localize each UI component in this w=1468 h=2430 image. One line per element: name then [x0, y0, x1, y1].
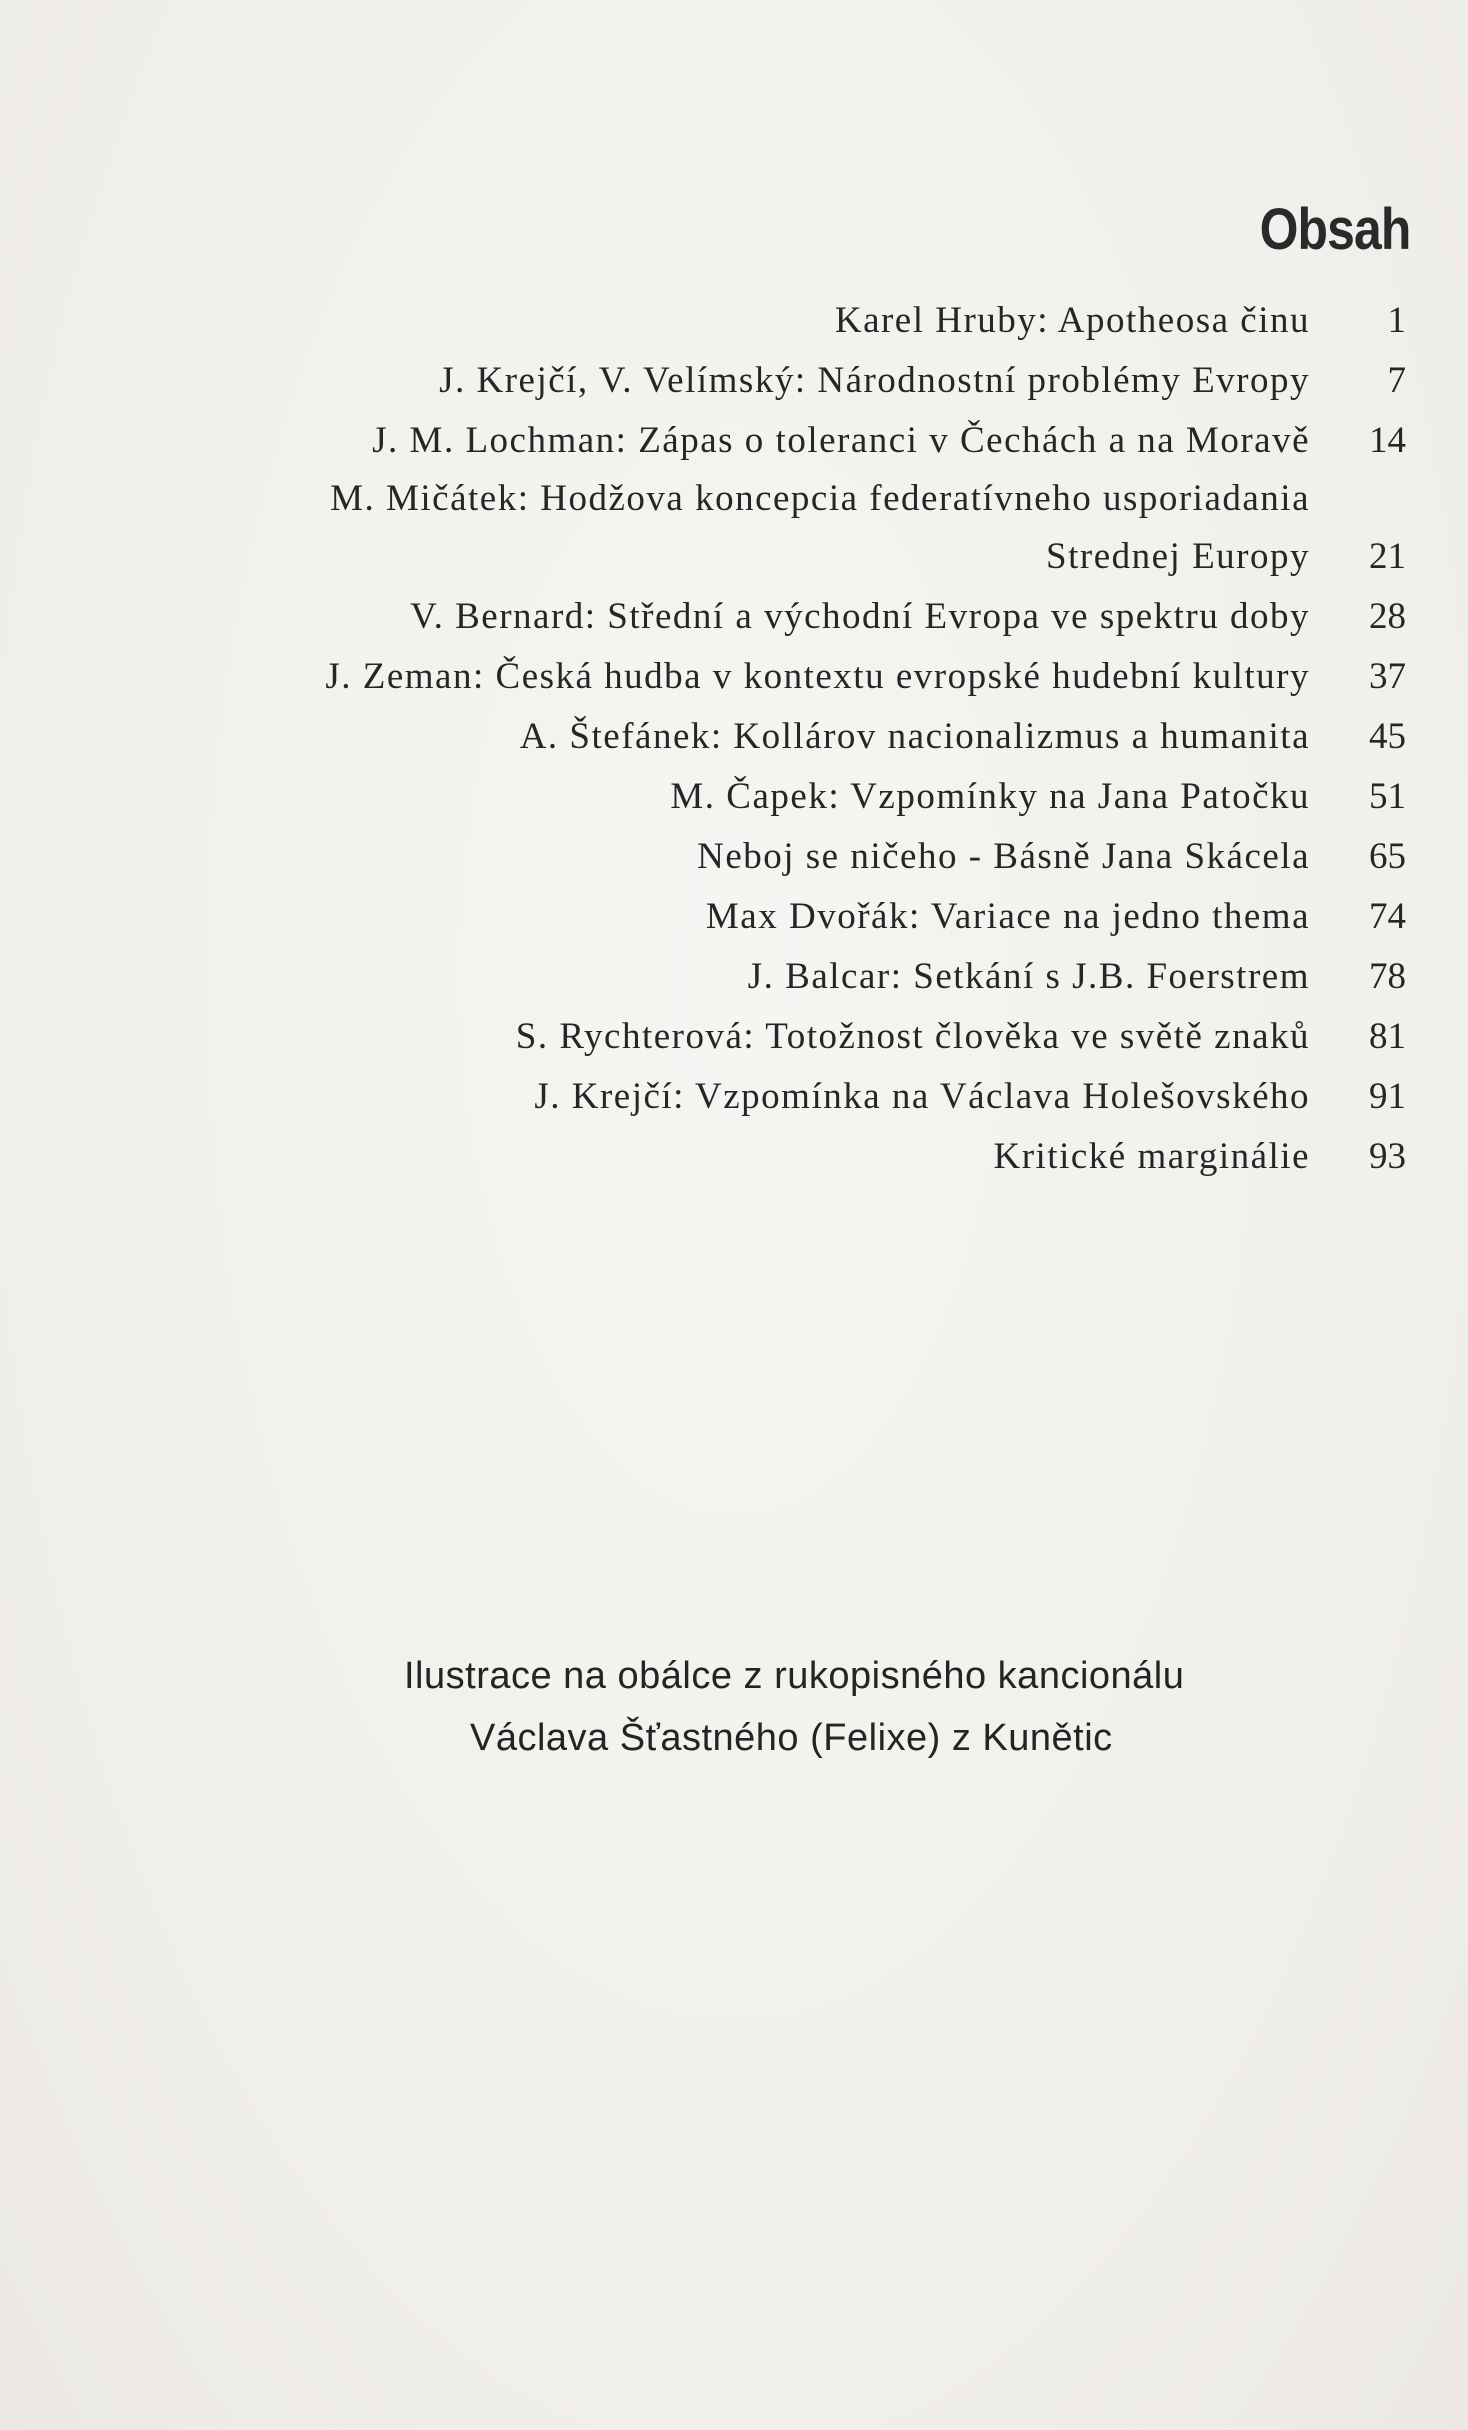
toc-entry-page: 45 [1369, 716, 1406, 757]
toc-entry [0, 350, 1468, 410]
note-line: Ilustrace na obálce z rukopisného kancionálu [404, 1655, 1185, 1697]
toc-entry-title: Karel Hruby: Apotheosa činu [834, 300, 1310, 341]
toc-entry-page: 65 [1369, 836, 1406, 877]
toc-entry [0, 478, 1468, 586]
toc-entry [0, 1066, 1468, 1126]
toc-entry-title: Max Dvořák: Variace na jedno thema [705, 896, 1310, 937]
note-line: Václava Šťastného (Felixe) z Kunětic [470, 1717, 1113, 1759]
toc-entry-title: J. Krejčí: Vzpomínka na Václava Holešovského [534, 1076, 1310, 1117]
toc-entry-title: J. M. Lochman: Zápas o toleranci v Čechách a na Moravě [372, 420, 1310, 461]
toc-entry-page: 28 [1369, 596, 1406, 637]
toc-entry-title: V. Bernard: Střední a východní Evropa ve spektru doby [410, 596, 1310, 637]
toc-entry-page: 81 [1369, 1016, 1406, 1057]
toc-entry-title: J. Krejčí, V. Velímský: Národnostní problémy Evropy [439, 360, 1310, 401]
cover-illustration-note [404, 1645, 1184, 1769]
toc-entry-title: Neboj se ničeho - Básně Jana Skácela [697, 836, 1310, 877]
toc-entry-page: 1 [1387, 300, 1406, 341]
toc-entry [0, 410, 1468, 470]
toc-entry-title: Kritické marginálie [993, 1136, 1310, 1177]
toc-entry [0, 290, 1468, 350]
toc-entry-title: A. Štefánek: Kollárov nacionalizmus a humanita [519, 716, 1310, 757]
toc-entry-page: 21 [1369, 536, 1406, 577]
toc-entry [0, 706, 1468, 766]
toc-entry [0, 1006, 1468, 1066]
toc-entry-title: Strednej Europy [1046, 536, 1310, 577]
toc-entry-page: 7 [1387, 360, 1406, 401]
toc-entry-page: 91 [1369, 1076, 1406, 1117]
toc-entry [0, 646, 1468, 706]
toc-entry-page: 51 [1369, 776, 1406, 817]
page-title: Obsah [1259, 197, 1410, 262]
toc-entry-title: J. Balcar: Setkání s J.B. Foerstrem [747, 956, 1310, 997]
toc-entry-page: 78 [1369, 956, 1406, 997]
toc-entry [0, 886, 1468, 946]
toc-entry [0, 826, 1468, 886]
toc-entry [0, 766, 1468, 826]
toc-entry [0, 586, 1468, 646]
toc-entry-title: S. Rychterová: Totožnost člověka ve světě znaků [515, 1016, 1310, 1057]
toc-entry-page: 37 [1369, 656, 1406, 697]
toc-entry-title: J. Zeman: Česká hudba v kontextu evropské hudební kultury [325, 656, 1310, 697]
toc-entry-page: 93 [1369, 1136, 1406, 1177]
toc-entry [0, 946, 1468, 1006]
toc-entry-title: M. Čapek: Vzpomínky na Jana Patočku [670, 776, 1310, 817]
toc-entry-page: 74 [1369, 896, 1406, 937]
toc-entry [0, 1126, 1468, 1186]
toc-entry-title-line1: M. Mičátek: Hodžova koncepcia federatívneho usporiadania [330, 478, 1310, 519]
toc-entry-page: 14 [1369, 420, 1406, 461]
